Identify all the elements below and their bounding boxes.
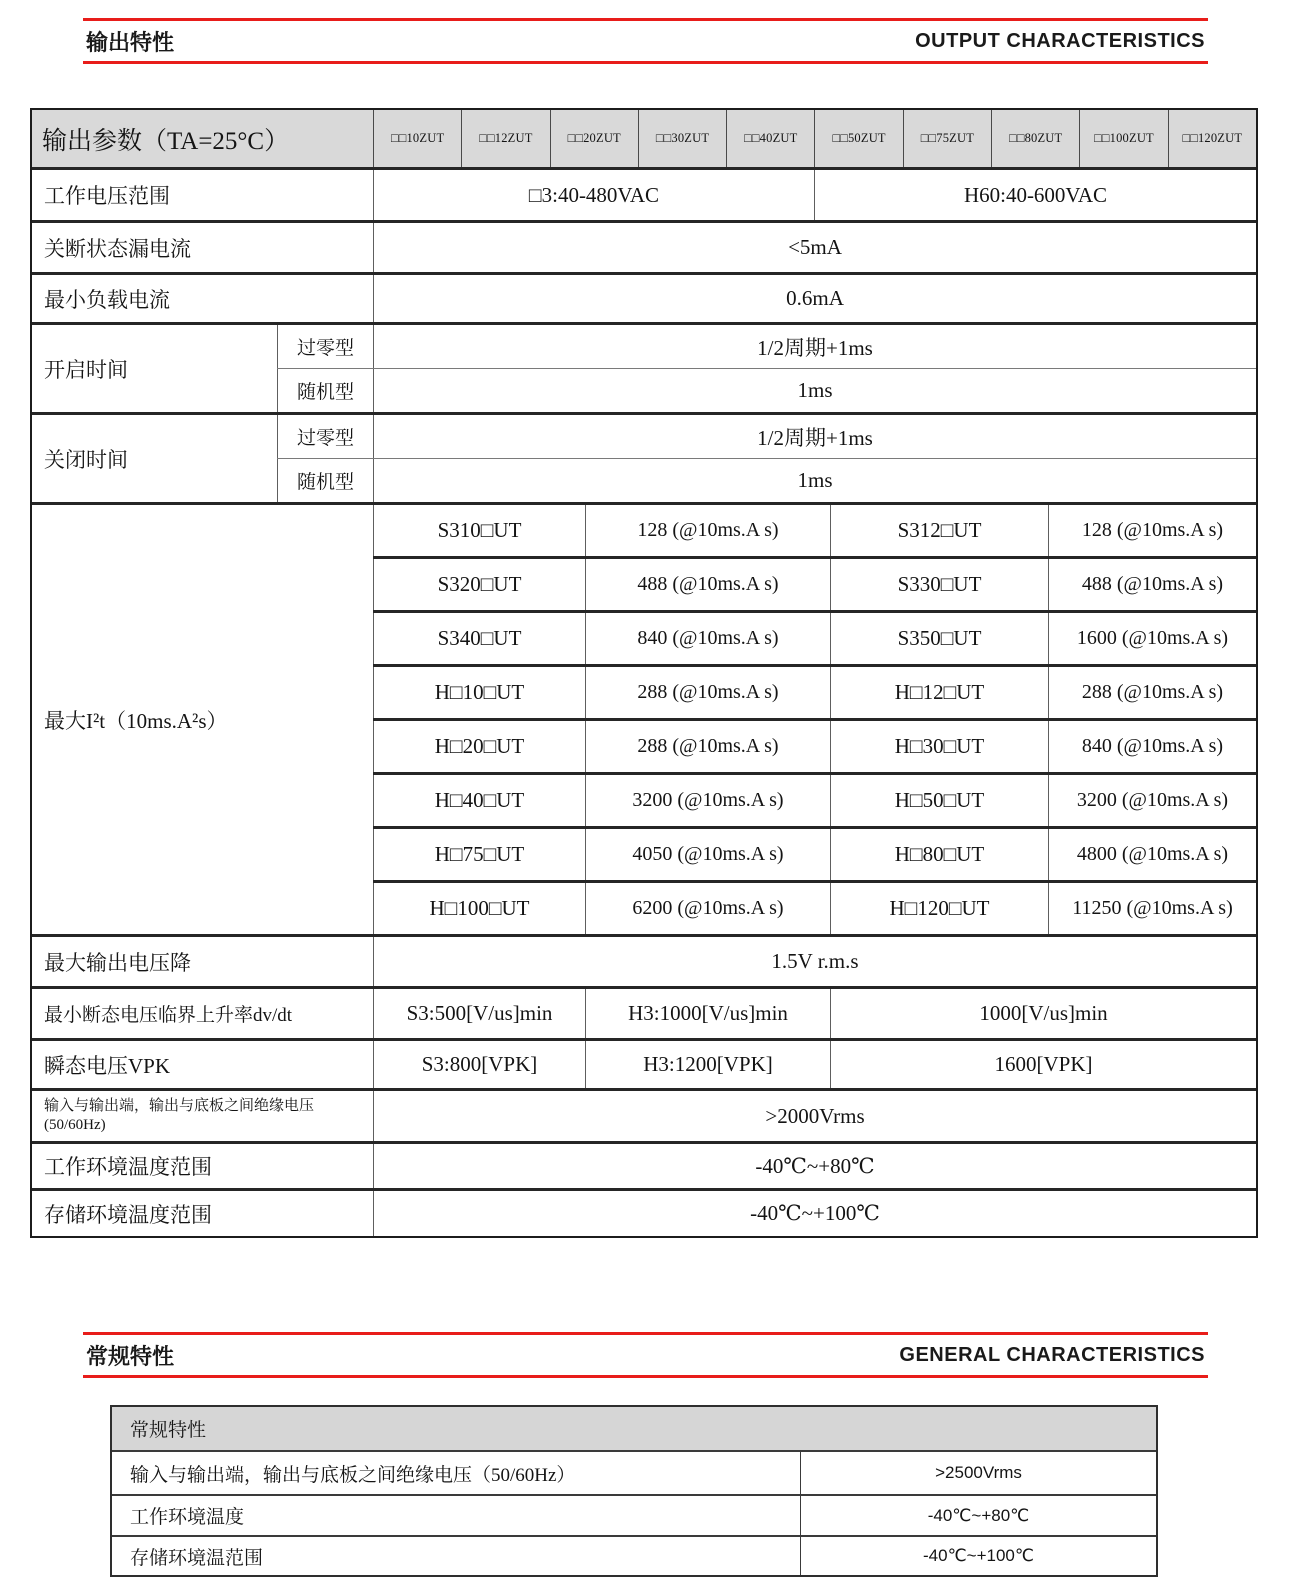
vpk-s3-value: S3:800[VPK]: [373, 1041, 585, 1088]
i2t-value: 840 (@10ms.A s): [1048, 721, 1256, 772]
model-name: H□50□UT: [830, 775, 1048, 826]
turn-on-time-group: [32, 322, 1256, 412]
i2t-row: [373, 718, 1256, 772]
min-load-current-value: 0.6mA: [373, 275, 1256, 322]
general-insulation-value: >2500Vrms: [800, 1452, 1156, 1494]
model-column-50zut: □□50ZUT: [814, 110, 902, 167]
model-column-75zut: □□75ZUT: [903, 110, 991, 167]
i2t-row: [373, 556, 1256, 610]
model-column-80zut: □□80ZUT: [991, 110, 1079, 167]
i2t-value: 488 (@10ms.A s): [585, 559, 830, 610]
type-label: 随机型: [277, 459, 373, 502]
model-column-20zut: □□20ZUT: [550, 110, 638, 167]
dvdt-s3-value: S3:500[V/us]min: [373, 989, 585, 1038]
type-label: 过零型: [277, 415, 373, 458]
i2t-value: 3200 (@10ms.A s): [585, 775, 830, 826]
row-label: 存储环境温度范围: [44, 1202, 212, 1227]
i2t-row: [373, 772, 1256, 826]
storage-temp-row: [32, 1188, 1256, 1236]
row-label: 最大I²t（10ms.A²s）: [44, 708, 228, 733]
model-name: S350□UT: [830, 613, 1048, 664]
voltage-drop-value: 1.5V r.m.s: [373, 937, 1256, 986]
model-column-40zut: □□40ZUT: [726, 110, 814, 167]
row-label: 关断状态漏电流: [44, 236, 191, 261]
model-name: S312□UT: [830, 505, 1048, 556]
turn-off-random-row: [277, 458, 1256, 502]
leakage-current-value: <5mA: [373, 223, 1256, 272]
type-label: 随机型: [277, 369, 373, 412]
output-section-title-cn: 输出特性: [86, 29, 175, 55]
i2t-value: 840 (@10ms.A s): [585, 613, 830, 664]
insulation-row: [32, 1088, 1256, 1141]
general-insulation-row: [112, 1450, 1156, 1494]
vpk-h3-value: H3:1200[VPK]: [585, 1041, 830, 1088]
turn-off-time-group: [32, 412, 1256, 502]
insulation-label-line2: (50/60Hz): [44, 1117, 106, 1133]
model-name: H□40□UT: [373, 775, 585, 826]
general-characteristics-table: [110, 1405, 1158, 1577]
model-name: S310□UT: [373, 505, 585, 556]
model-name: H□80□UT: [830, 829, 1048, 880]
general-section-header: [83, 1332, 1208, 1378]
i2t-value: 6200 (@10ms.A s): [585, 883, 830, 934]
general-storage-temp-value: -40℃~+100℃: [800, 1537, 1156, 1575]
i2t-value: 128 (@10ms.A s): [585, 505, 830, 556]
row-label: 关闭时间: [44, 447, 128, 472]
insulation-label-line1: 输入与输出端，输出与底板之间绝缘电压: [44, 1097, 315, 1114]
row-label: [32, 1091, 373, 1141]
i2t-value: 3200 (@10ms.A s): [1048, 775, 1256, 826]
general-operating-temp-row: [112, 1494, 1156, 1535]
output-characteristics-table: [30, 108, 1258, 1238]
vpk-value: 1600[VPK]: [830, 1041, 1256, 1088]
model-column-12zut: □□12ZUT: [461, 110, 549, 167]
general-table-header: 常规特性: [112, 1407, 1156, 1450]
i2t-row: [373, 880, 1256, 934]
row-label: 最小断态电压临界上升率dv/dt: [44, 1005, 293, 1026]
leakage-current-row: [32, 220, 1256, 272]
i2t-row: [373, 664, 1256, 718]
i2t-value: 288 (@10ms.A s): [585, 667, 830, 718]
general-storage-temp-row: [112, 1535, 1156, 1575]
row-label: 存储环境温范围: [130, 1547, 264, 1569]
turn-on-random-value: 1ms: [373, 369, 1256, 412]
i2t-value: 11250 (@10ms.A s): [1048, 883, 1256, 934]
voltage-range-row: [32, 167, 1256, 220]
i2t-value: 128 (@10ms.A s): [1048, 505, 1256, 556]
turn-off-random-value: 1ms: [373, 459, 1256, 502]
general-section-title-en: GENERAL CHARACTERISTICS: [899, 1343, 1205, 1366]
type-label: 过零型: [277, 325, 373, 368]
min-load-current-row: [32, 272, 1256, 322]
model-name: H□120□UT: [830, 883, 1048, 934]
model-column-10zut: □□10ZUT: [373, 110, 461, 167]
model-column-120zut: □□120ZUT: [1168, 110, 1256, 167]
model-name: H□20□UT: [373, 721, 585, 772]
general-section-title-cn: 常规特性: [86, 1343, 175, 1369]
operating-temp-value: -40℃~+80℃: [373, 1144, 1256, 1188]
row-label: 瞬态电压VPK: [44, 1053, 171, 1078]
model-name: S340□UT: [373, 613, 585, 664]
row-label: 工作环境温度范围: [44, 1155, 212, 1179]
i2t-value: 1600 (@10ms.A s): [1048, 613, 1256, 664]
i2t-value: 4800 (@10ms.A s): [1048, 829, 1256, 880]
model-column-30zut: □□30ZUT: [638, 110, 726, 167]
row-label: 开启时间: [44, 357, 128, 382]
insulation-value: >2000Vrms: [373, 1091, 1256, 1141]
output-section-title-en: OUTPUT CHARACTERISTICS: [915, 29, 1205, 52]
i2t-value: 288 (@10ms.A s): [1048, 667, 1256, 718]
i2t-row: [373, 505, 1256, 556]
row-label: 输入与输出端，输出与底板之间绝缘电压（50/60Hz）: [130, 1464, 576, 1486]
i2t-value: 288 (@10ms.A s): [585, 721, 830, 772]
vpk-row: [32, 1038, 1256, 1088]
header-label: 输出参数（TA=25°C）: [42, 127, 290, 155]
operating-temp-row: [32, 1141, 1256, 1188]
voltage-drop-row: [32, 934, 1256, 986]
turn-off-zero-cross-row: [277, 415, 1256, 458]
i2t-value: 4050 (@10ms.A s): [585, 829, 830, 880]
row-label: 工作电压范围: [44, 184, 170, 208]
i2t-value: 488 (@10ms.A s): [1048, 559, 1256, 610]
row-label: 最小负载电流: [44, 287, 170, 312]
model-name: H□30□UT: [830, 721, 1048, 772]
dvdt-value: 1000[V/us]min: [830, 989, 1256, 1038]
row-label: 工作环境温度: [130, 1507, 245, 1528]
output-section-header: [83, 18, 1208, 64]
voltage-range-480: □3:40-480VAC: [373, 170, 814, 220]
turn-on-random-row: [277, 368, 1256, 412]
table-header-row: [32, 110, 1256, 167]
i2t-row: [373, 610, 1256, 664]
model-name: H□75□UT: [373, 829, 585, 880]
model-column-100zut: □□100ZUT: [1079, 110, 1167, 167]
i2t-row: [373, 826, 1256, 880]
row-label: 最大输出电压降: [44, 950, 191, 975]
model-name: H□10□UT: [373, 667, 585, 718]
turn-off-zero-cross-value: 1/2周期+1ms: [373, 415, 1256, 458]
storage-temp-value: -40℃~+100℃: [373, 1191, 1256, 1236]
model-name: H□100□UT: [373, 883, 585, 934]
turn-on-zero-cross-value: 1/2周期+1ms: [373, 325, 1256, 368]
model-name: H□12□UT: [830, 667, 1048, 718]
dvdt-h3-value: H3:1000[V/us]min: [585, 989, 830, 1038]
model-name: S330□UT: [830, 559, 1048, 610]
voltage-range-600: H60:40-600VAC: [814, 170, 1256, 220]
model-name: S320□UT: [373, 559, 585, 610]
dvdt-row: [32, 986, 1256, 1038]
general-operating-temp-value: -40℃~+80℃: [800, 1496, 1156, 1535]
max-i2t-group: [32, 502, 1256, 934]
turn-on-zero-cross-row: [277, 325, 1256, 368]
